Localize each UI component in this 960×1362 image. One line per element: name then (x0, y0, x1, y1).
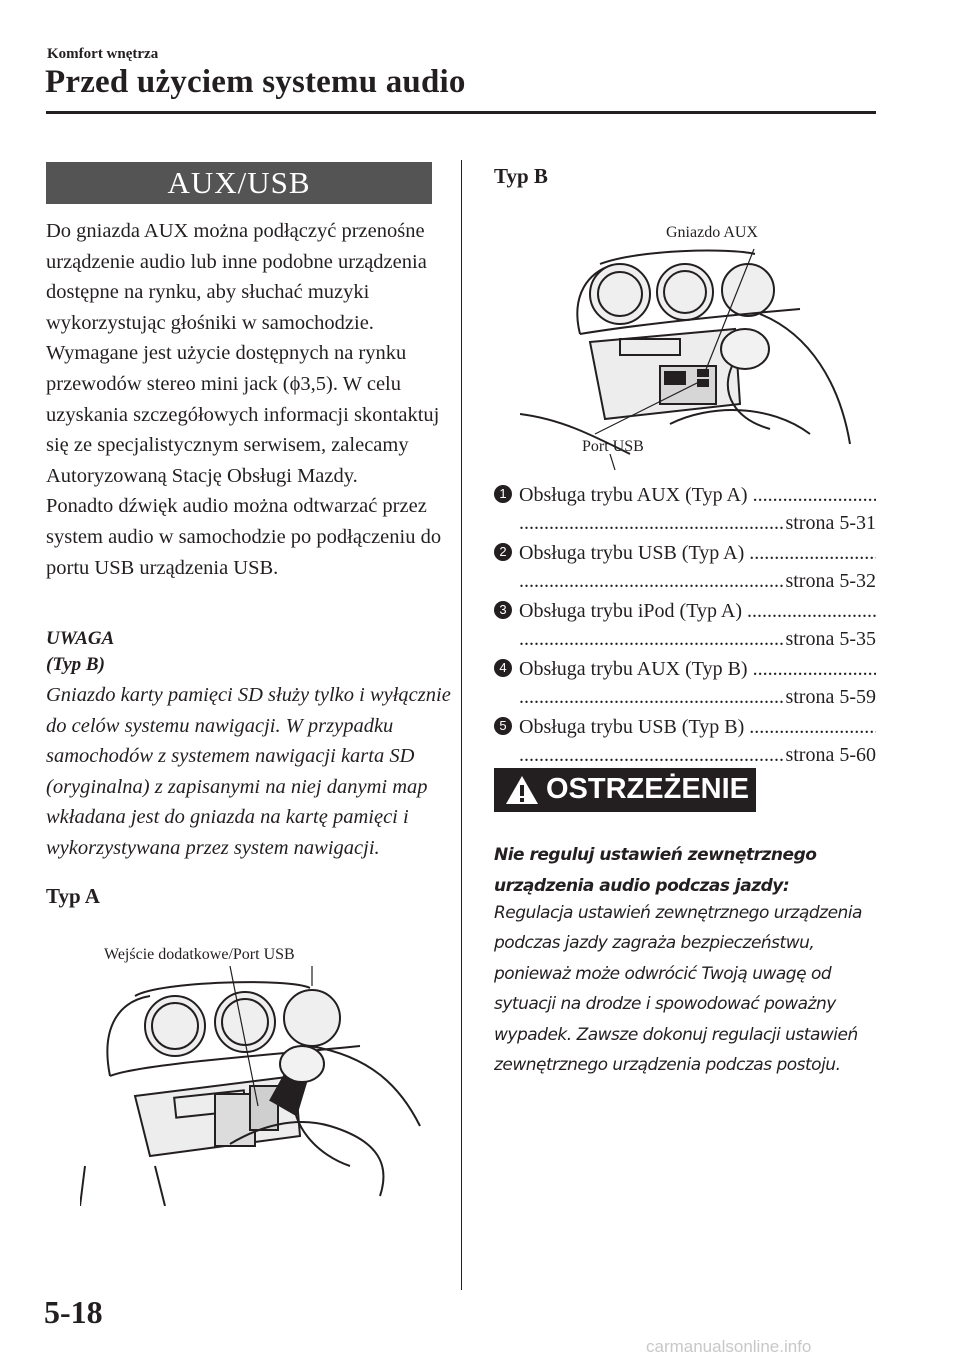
leader-dots (519, 568, 785, 595)
warning-label: OSTRZEŻENIE (546, 773, 750, 805)
header-rule (46, 111, 876, 114)
figure-b-heading: Typ B (494, 164, 548, 188)
page-number: 5-18 (44, 1294, 103, 1330)
reference-label: Obsługa trybu USB (Typ A) ..... (519, 540, 876, 567)
note-heading (46, 626, 114, 678)
figure-b-caption-usb: Port USB (582, 438, 644, 455)
figure-a-illustration (80, 966, 440, 1206)
warning-triangle-icon (504, 774, 540, 806)
leader-dots (519, 510, 785, 537)
reference-label: Obsługa trybu iPod (Typ A) ..... (519, 598, 876, 625)
leader-dots (519, 626, 785, 653)
warning-banner (494, 768, 756, 812)
page-title: Przed użyciem systemu audio (45, 64, 466, 100)
reference-label: Obsługa trybu USB (Typ B) ..... (519, 714, 876, 741)
reference-page: strona 5-35 (785, 628, 876, 650)
section-kicker: Komfort wnętrza (47, 46, 159, 62)
note-sublabel: (Typ B) (46, 654, 105, 675)
list-item[interactable] (494, 656, 876, 714)
reference-list (494, 482, 876, 772)
note-text: Gniazdo karty pamięci SD służy tylko i wyłącznie do celów systemu nawigacji. W przypadku samochodów z systemem nawigacji karta SD (oryginalna) z zapisanymi na niej danymi map wkładana jest do gniazda na kartę pamięci i wykorzystywana przez system nawigacji. (46, 684, 451, 859)
figure-a-caption: Wejście dodatkowe/Port USB (104, 946, 295, 963)
reference-label: Obsługa trybu AUX (Typ A) ..... (519, 482, 876, 509)
item-number-badge: 5 (494, 717, 512, 735)
intro-paragraph-3: Ponadto dźwięk audio można odtwarzać przez system audio w samochodzie po podłączeniu do portu USB urządzenia USB. (46, 495, 442, 579)
section-banner: AUX/USB (46, 162, 432, 204)
intro-paragraph-2: Wymagane jest użycie dostępnych na rynku przewodów stereo mini jack (ϕ3,5). W celu uzyskania szczegółowych informacji skontaktuj się ze specjalistycznym serwisem, zalecamy Autoryzowaną Stację Obsługi Mazdy. (46, 342, 440, 487)
reference-page: strona 5-32 (785, 570, 876, 592)
note-label: UWAGA (46, 628, 115, 649)
leader-dots (519, 742, 785, 769)
warning-heading: Nie reguluj ustawień zewnętrznego urządzenia audio podczas jazdy: (494, 845, 817, 896)
reference-page: strona 5-31 (785, 512, 876, 534)
item-number-badge: 1 (494, 485, 512, 503)
list-item[interactable] (494, 598, 876, 656)
figure-b-caption-aux: Gniazdo AUX (666, 224, 758, 241)
intro-paragraph-1: Do gniazda AUX można podłączyć przenośne urządzenie audio lub inne podobne urządzenia dostępne na rynku, aby słuchać muzyki wykorzystując głośniki w samochodzie. (46, 220, 427, 334)
list-item[interactable] (494, 540, 876, 598)
column-divider (461, 160, 462, 1290)
item-number-badge: 4 (494, 659, 512, 677)
reference-page: strona 5-59 (785, 686, 876, 708)
leader-dots (519, 684, 785, 711)
list-item[interactable] (494, 482, 876, 540)
list-item[interactable] (494, 714, 876, 772)
figure-b-illustration (520, 244, 880, 474)
watermark: carmanualsonline.info (646, 1337, 812, 1356)
reference-label: Obsługa trybu AUX (Typ B) ..... (519, 656, 876, 683)
reference-page: strona 5-60 (785, 744, 876, 766)
item-number-badge: 3 (494, 601, 512, 619)
figure-a-heading: Typ A (46, 884, 100, 908)
item-number-badge: 2 (494, 543, 512, 561)
warning-text: Regulacja ustawień zewnętrznego urządzenia podczas jazdy zagraża bezpieczeństwu, ponieważ może odwrócić Twoją uwagę od sytuacji na drodze i spowodować poważny wypadek. Zawsze dokonuj regulacji ustawień zewnętrznego urządzenia podczas postoju. (494, 903, 862, 1076)
intro-text (46, 216, 446, 583)
